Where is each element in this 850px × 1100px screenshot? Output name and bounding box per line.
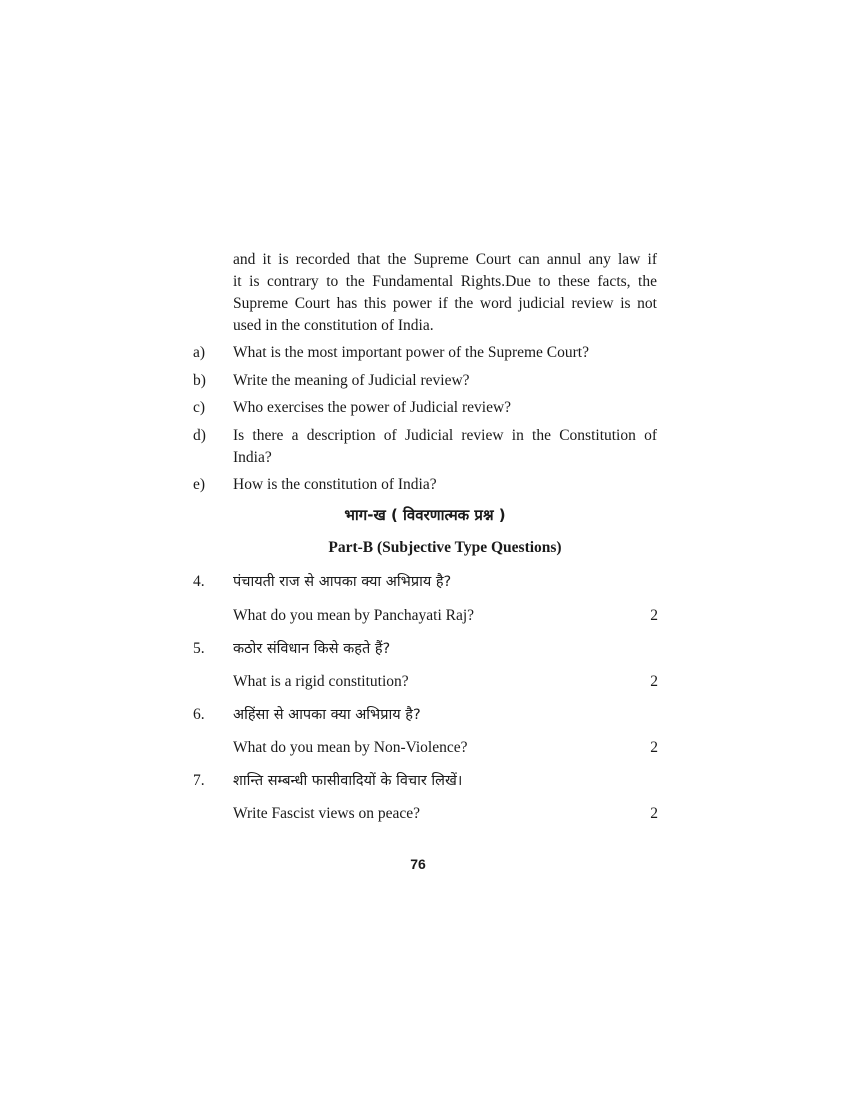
- question-hindi-text: पंचायती राज से आपका क्या अभिप्राय है?: [233, 574, 452, 590]
- question-hindi-text: अहिंसा से आपका क्या अभिप्राय है?: [233, 707, 421, 723]
- page-number-text: 76: [410, 856, 426, 872]
- intro-line: Supreme Court has this power if the word judicial review is not: [233, 295, 657, 312]
- section-heading-hindi: [0, 505, 850, 525]
- sub-question-text: Is there a description of Judicial review in the Constitution of: [233, 427, 657, 444]
- question-number: 4.: [193, 573, 205, 590]
- sub-question-text: India?: [233, 449, 272, 466]
- question-marks: 2: [650, 607, 658, 624]
- question-english-text: Write Fascist views on peace?: [233, 805, 421, 822]
- sub-question-label: b): [193, 372, 206, 389]
- question-number: 7.: [193, 772, 205, 789]
- sub-question-text: Write the meaning of Judicial review?: [233, 372, 470, 389]
- section-heading-english: [0, 539, 850, 557]
- sub-question-label: c): [193, 399, 206, 416]
- question-hindi-text: शान्ति सम्बन्धी फासीवादियों के विचार लिखें।: [233, 773, 463, 789]
- sub-question-text: What is the most important power of the Supreme Court?: [233, 344, 589, 361]
- page-number: [0, 856, 850, 872]
- question-number: 6.: [193, 706, 205, 723]
- sub-question-text: Who exercises the power of Judicial review?: [233, 399, 512, 416]
- section-heading-english-text: Part-B (Subjective Type Questions): [328, 539, 562, 556]
- sub-question-label: a): [193, 344, 206, 361]
- section-heading-hindi-text: भाग-ख ( विवरणात्मक प्रश्न ): [344, 506, 506, 524]
- intro-line: and it is recorded that the Supreme Court can annul any law if: [233, 251, 657, 268]
- question-english-text: What do you mean by Panchayati Raj?: [233, 607, 475, 624]
- intro-line: it is contrary to the Fundamental Rights.Due to these facts, the: [233, 273, 657, 290]
- question-english-text: What do you mean by Non-Violence?: [233, 739, 468, 756]
- question-marks: 2: [650, 673, 658, 690]
- sub-question-label: e): [193, 476, 206, 493]
- question-marks: 2: [650, 739, 658, 756]
- intro-paragraph: [233, 249, 657, 337]
- question-marks: 2: [650, 805, 658, 822]
- question-number: 5.: [193, 640, 205, 657]
- sub-question-text: How is the constitution of India?: [233, 476, 437, 493]
- sub-question-label: d): [193, 427, 206, 444]
- question-hindi-text: कठोर संविधान किसे कहते हैं?: [233, 641, 391, 657]
- question-english-text: What is a rigid constitution?: [233, 673, 409, 690]
- intro-line: used in the constitution of India.: [233, 317, 434, 334]
